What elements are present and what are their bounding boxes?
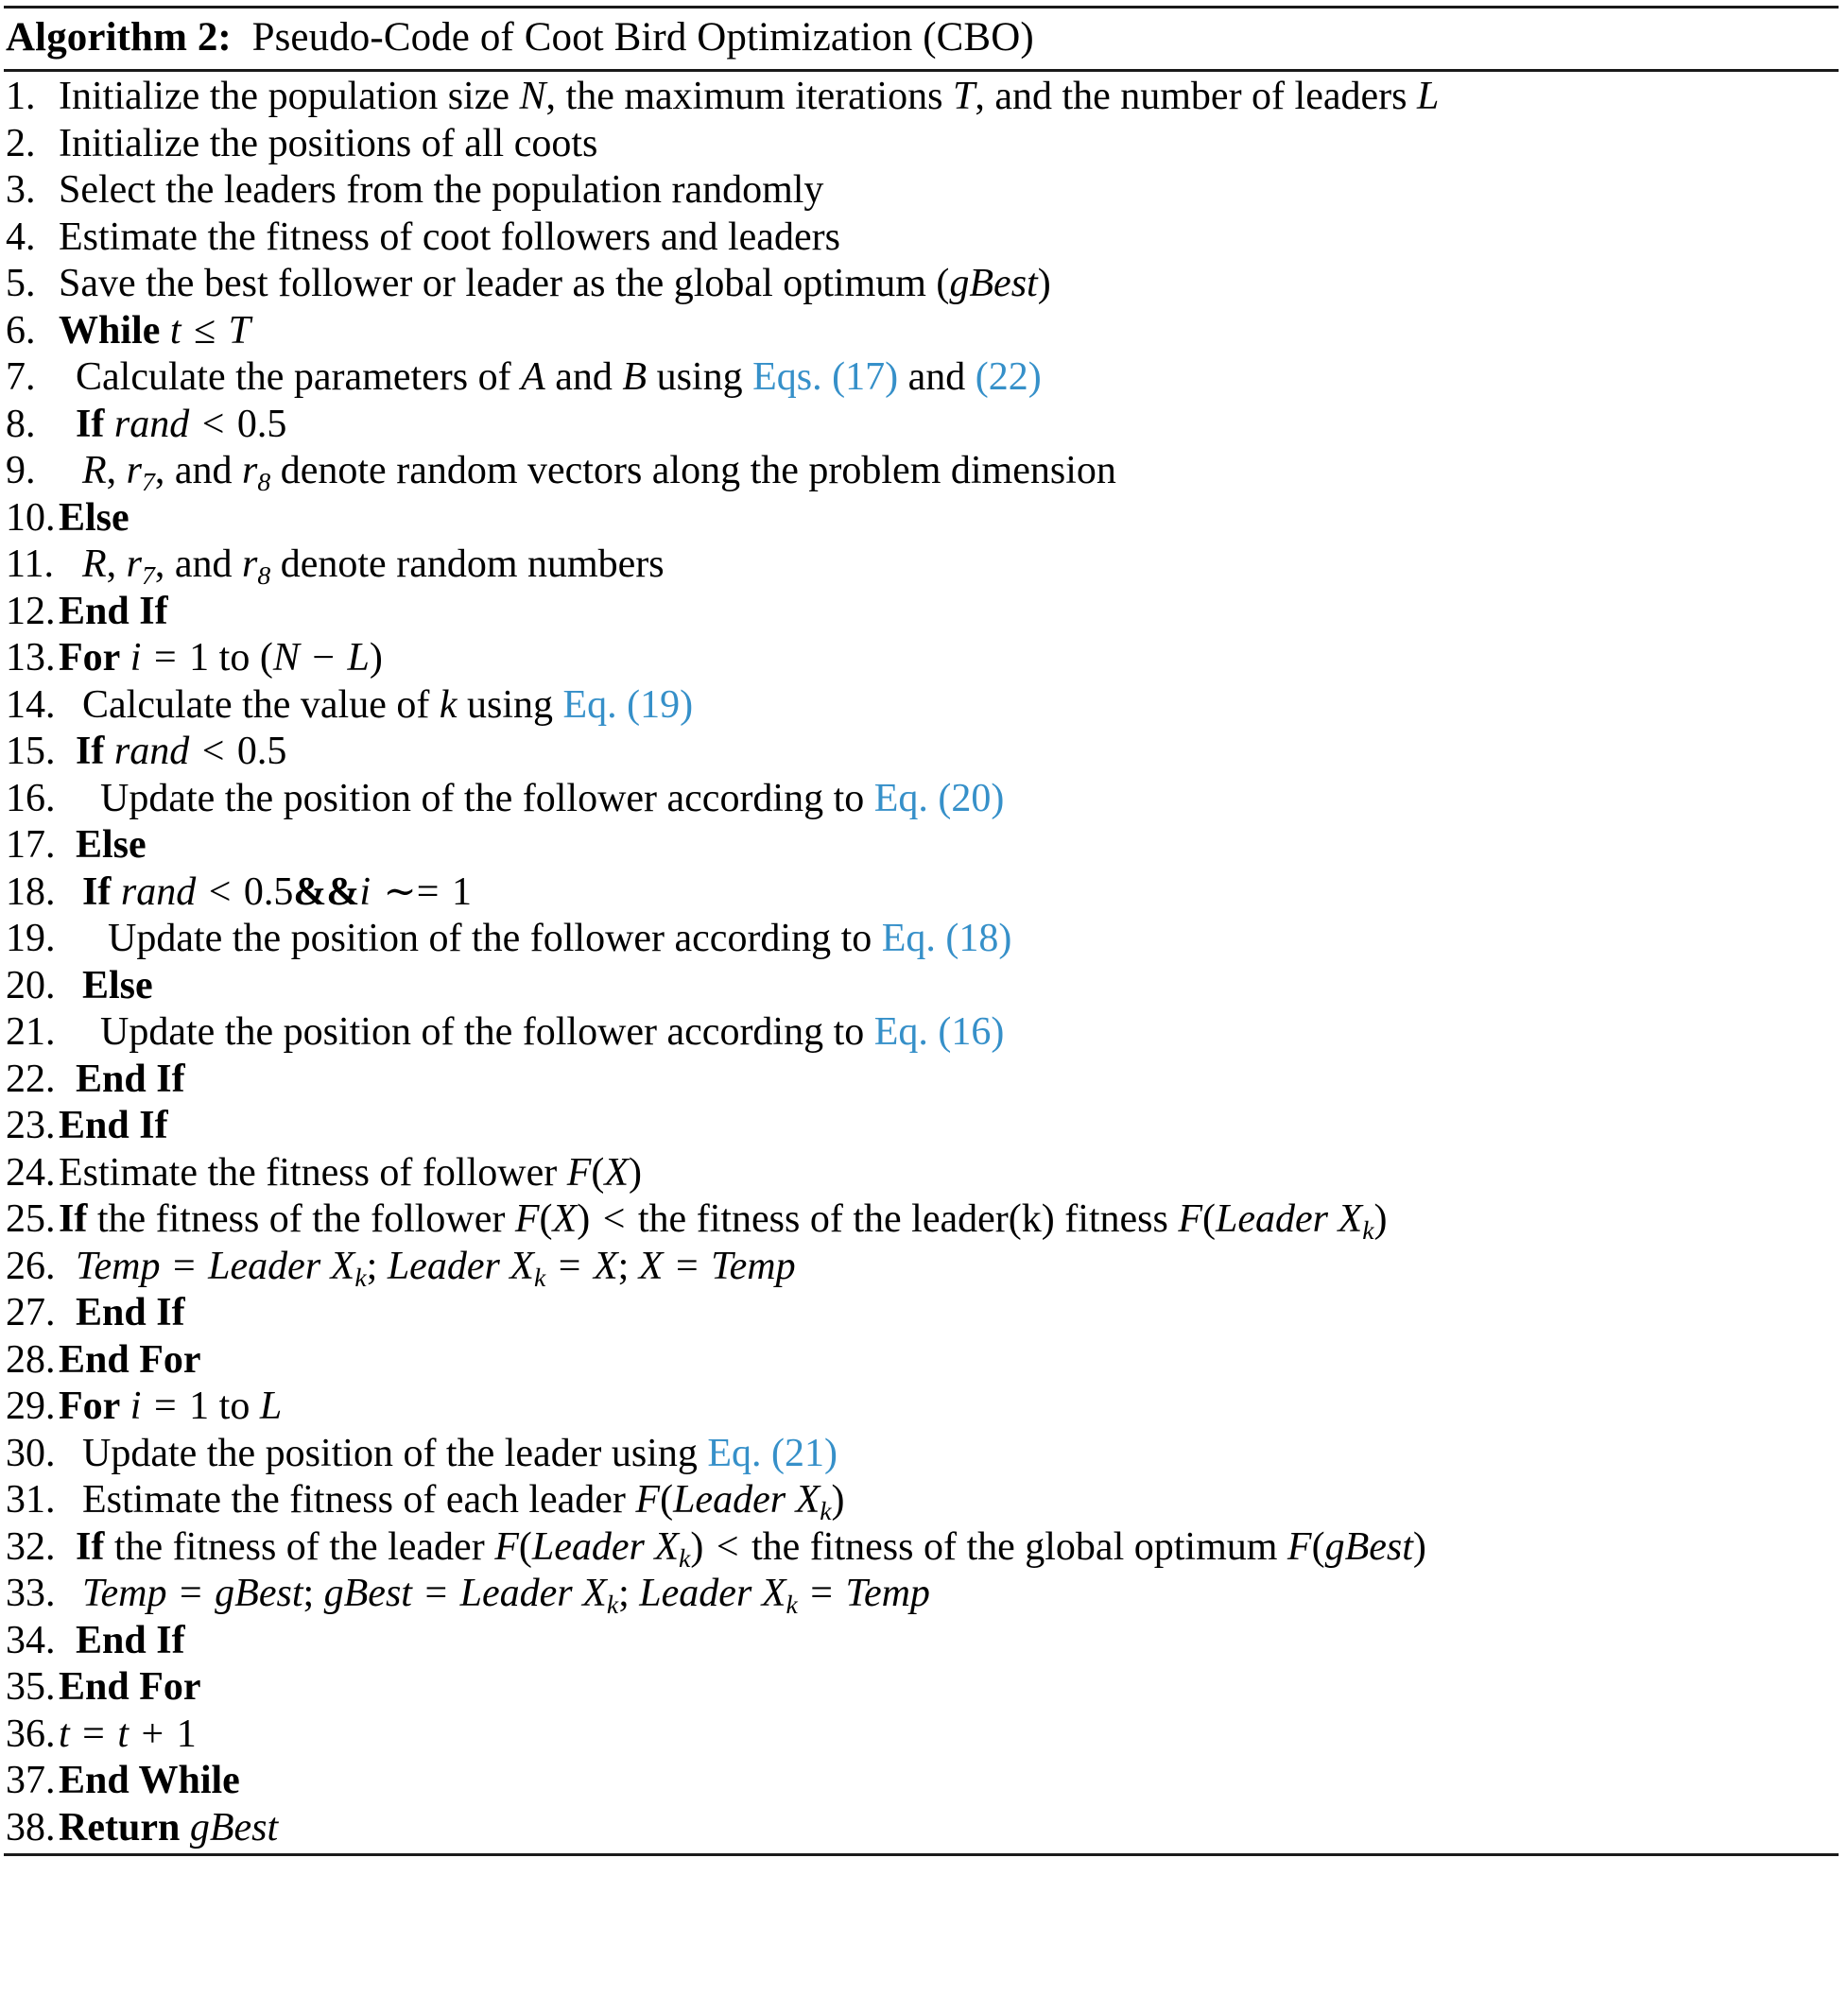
step-text: If the fitness of the leader F(Leader $X_k$) < the fitness of the global optimum F(gBest)	[76, 1524, 1426, 1573]
step-text: End If	[76, 1057, 185, 1101]
step-number: 14.	[6, 682, 56, 727]
algorithm-label: Algorithm 2:	[6, 15, 232, 60]
step-number: 37.	[6, 1759, 56, 1802]
rule-bottom	[4, 1853, 1839, 1856]
step-number: 23.	[6, 1104, 56, 1147]
step-text: Save the best follower or leader as the global optimum (gBest)	[59, 262, 1051, 305]
step-text: Update the position of the leader using Eq. (21)	[82, 1431, 838, 1475]
step-text: End If	[76, 1291, 185, 1334]
step-number: 29.	[6, 1385, 56, 1428]
step-line	[4, 1524, 1839, 1572]
step-line	[4, 1196, 1839, 1244]
algorithm-title	[4, 9, 1839, 69]
equation-reference[interactable]: Eq. (20)	[873, 776, 1005, 820]
step-number: 38.	[6, 1805, 56, 1850]
equation-reference[interactable]: Eq. (19)	[562, 682, 694, 727]
step-number: 33.	[6, 1572, 56, 1615]
step-number: 13.	[6, 636, 56, 680]
step-number: 25.	[6, 1197, 56, 1241]
step-line	[4, 635, 1839, 682]
step-text: If rand < 0.5	[76, 730, 287, 773]
step-line	[4, 495, 1839, 542]
step-number: 30.	[6, 1431, 56, 1475]
step-number: 28.	[6, 1337, 56, 1382]
step-text: While t ≤ T	[59, 308, 250, 353]
step-number: 36.	[6, 1712, 56, 1756]
step-text: Temp = Leader $X_k$; Leader $X_k = X$; X = Temp	[76, 1244, 796, 1292]
step-line	[4, 1805, 1839, 1852]
step-line	[4, 1758, 1839, 1805]
step-line	[4, 1057, 1839, 1104]
step-text: End For	[59, 1665, 201, 1709]
step-line	[4, 1103, 1839, 1150]
step-line	[4, 1150, 1839, 1197]
step-number: 7.	[6, 355, 36, 399]
equation-reference[interactable]: Eqs. (17)	[752, 355, 899, 399]
step-line	[4, 776, 1839, 823]
equation-reference[interactable]: Eq. (16)	[873, 1010, 1005, 1054]
step-text: Estimate the fitness of follower F(X)	[59, 1150, 643, 1195]
algorithm-steps	[4, 72, 1839, 1851]
step-number: 26.	[6, 1244, 56, 1288]
step-line	[4, 729, 1839, 776]
step-line	[4, 1712, 1839, 1759]
step-number: 27.	[6, 1291, 56, 1334]
step-text: For i = 1 to L	[59, 1385, 283, 1428]
step-line	[4, 822, 1839, 869]
step-line	[4, 542, 1839, 589]
step-text: Initialize the positions of all coots	[59, 121, 598, 165]
step-number: 16.	[6, 776, 56, 820]
step-text: Else	[59, 495, 130, 540]
step-number: 5.	[6, 262, 36, 305]
step-number: 19.	[6, 917, 56, 960]
step-number: 24.	[6, 1150, 56, 1195]
equation-reference[interactable]: (22)	[975, 355, 1042, 399]
step-text: Select the leaders from the population randomly	[59, 168, 824, 212]
step-line	[4, 1431, 1839, 1478]
step-text: If the fitness of the follower F(X) < the fitness of the leader(k) fitness F(Leader $X_k$)	[59, 1197, 1388, 1245]
step-text: Else	[76, 823, 147, 867]
step-text: Update the position of the follower according to Eq. (18)	[108, 917, 1012, 960]
step-line	[4, 682, 1839, 730]
step-number: 3.	[6, 168, 36, 212]
step-text: Update the position of the follower according to Eq. (20)	[100, 776, 1005, 820]
step-number: 35.	[6, 1665, 56, 1709]
step-line	[4, 1290, 1839, 1337]
step-line	[4, 308, 1839, 355]
step-line	[4, 1477, 1839, 1524]
step-text: Update the position of the follower according to Eq. (16)	[100, 1010, 1005, 1054]
step-number: 22.	[6, 1057, 56, 1101]
step-text: Initialize the population size N, the maximum iterations T, and the number of leaders L	[59, 75, 1440, 118]
algorithm-block	[0, 6, 1848, 1856]
step-number: 8.	[6, 402, 36, 446]
step-text: End If	[59, 589, 168, 633]
step-line	[4, 121, 1839, 168]
step-text: For i = 1 to (N − L)	[59, 636, 383, 680]
step-line	[4, 1384, 1839, 1431]
step-text: Estimate the fitness of each leader F(Leader $X_k$)	[82, 1478, 845, 1525]
step-text: t = t + 1	[59, 1712, 197, 1756]
step-line	[4, 869, 1839, 917]
step-text: If rand < 0.5	[76, 402, 287, 446]
step-text: Calculate the value of k using Eq. (19)	[82, 682, 694, 727]
step-text: Return gBest	[59, 1805, 279, 1850]
step-line	[4, 448, 1839, 495]
step-text: If rand < 0.5&&i ∼= 1	[82, 869, 472, 914]
step-number: 31.	[6, 1478, 56, 1522]
step-number: 12.	[6, 589, 56, 633]
step-line	[4, 1618, 1839, 1665]
step-number: 21.	[6, 1010, 56, 1054]
step-line	[4, 167, 1839, 215]
step-text: Estimate the fitness of coot followers and leaders	[59, 215, 840, 259]
algorithm-caption: Pseudo-Code of Coot Bird Optimization (CBO)	[251, 15, 1034, 60]
step-line	[4, 589, 1839, 636]
step-line	[4, 215, 1839, 262]
step-number: 9.	[6, 449, 36, 492]
step-line	[4, 916, 1839, 963]
step-line	[4, 1664, 1839, 1712]
step-line	[4, 1337, 1839, 1385]
step-line	[4, 74, 1839, 121]
step-text: Else	[82, 963, 153, 1007]
step-number: 10.	[6, 495, 56, 540]
step-number: 32.	[6, 1524, 56, 1569]
step-line	[4, 1571, 1839, 1618]
step-text: R, $r_7$, and $r_8$ denote random numbers	[82, 542, 665, 590]
step-text: End If	[76, 1618, 185, 1662]
step-number: 15.	[6, 730, 56, 773]
step-number: 18.	[6, 869, 56, 914]
step-text: R, $r_7$, and $r_8$ denote random vectors along the problem dimension	[82, 449, 1116, 496]
step-number: 2.	[6, 121, 36, 165]
step-line	[4, 354, 1839, 402]
step-line	[4, 1009, 1839, 1057]
step-number: 17.	[6, 823, 56, 867]
step-text: End For	[59, 1337, 201, 1382]
step-line	[4, 1244, 1839, 1291]
step-number: 11.	[6, 542, 54, 586]
step-number: 6.	[6, 308, 36, 353]
equation-reference[interactable]: Eq. (18)	[881, 917, 1012, 960]
step-number: 4.	[6, 215, 36, 259]
equation-reference[interactable]: Eq. (21)	[707, 1431, 838, 1475]
step-number: 1.	[6, 75, 36, 118]
step-line	[4, 963, 1839, 1010]
step-text: Calculate the parameters of A and B using Eqs. (17) and (22)	[76, 355, 1042, 399]
step-line	[4, 402, 1839, 449]
step-text: End If	[59, 1104, 168, 1147]
step-line	[4, 261, 1839, 308]
step-text: Temp = gBest; gBest = Leader $X_k$; Leader $X_k$ = Temp	[82, 1572, 930, 1619]
step-number: 20.	[6, 963, 56, 1007]
step-text: End While	[59, 1759, 240, 1802]
step-number: 34.	[6, 1618, 56, 1662]
